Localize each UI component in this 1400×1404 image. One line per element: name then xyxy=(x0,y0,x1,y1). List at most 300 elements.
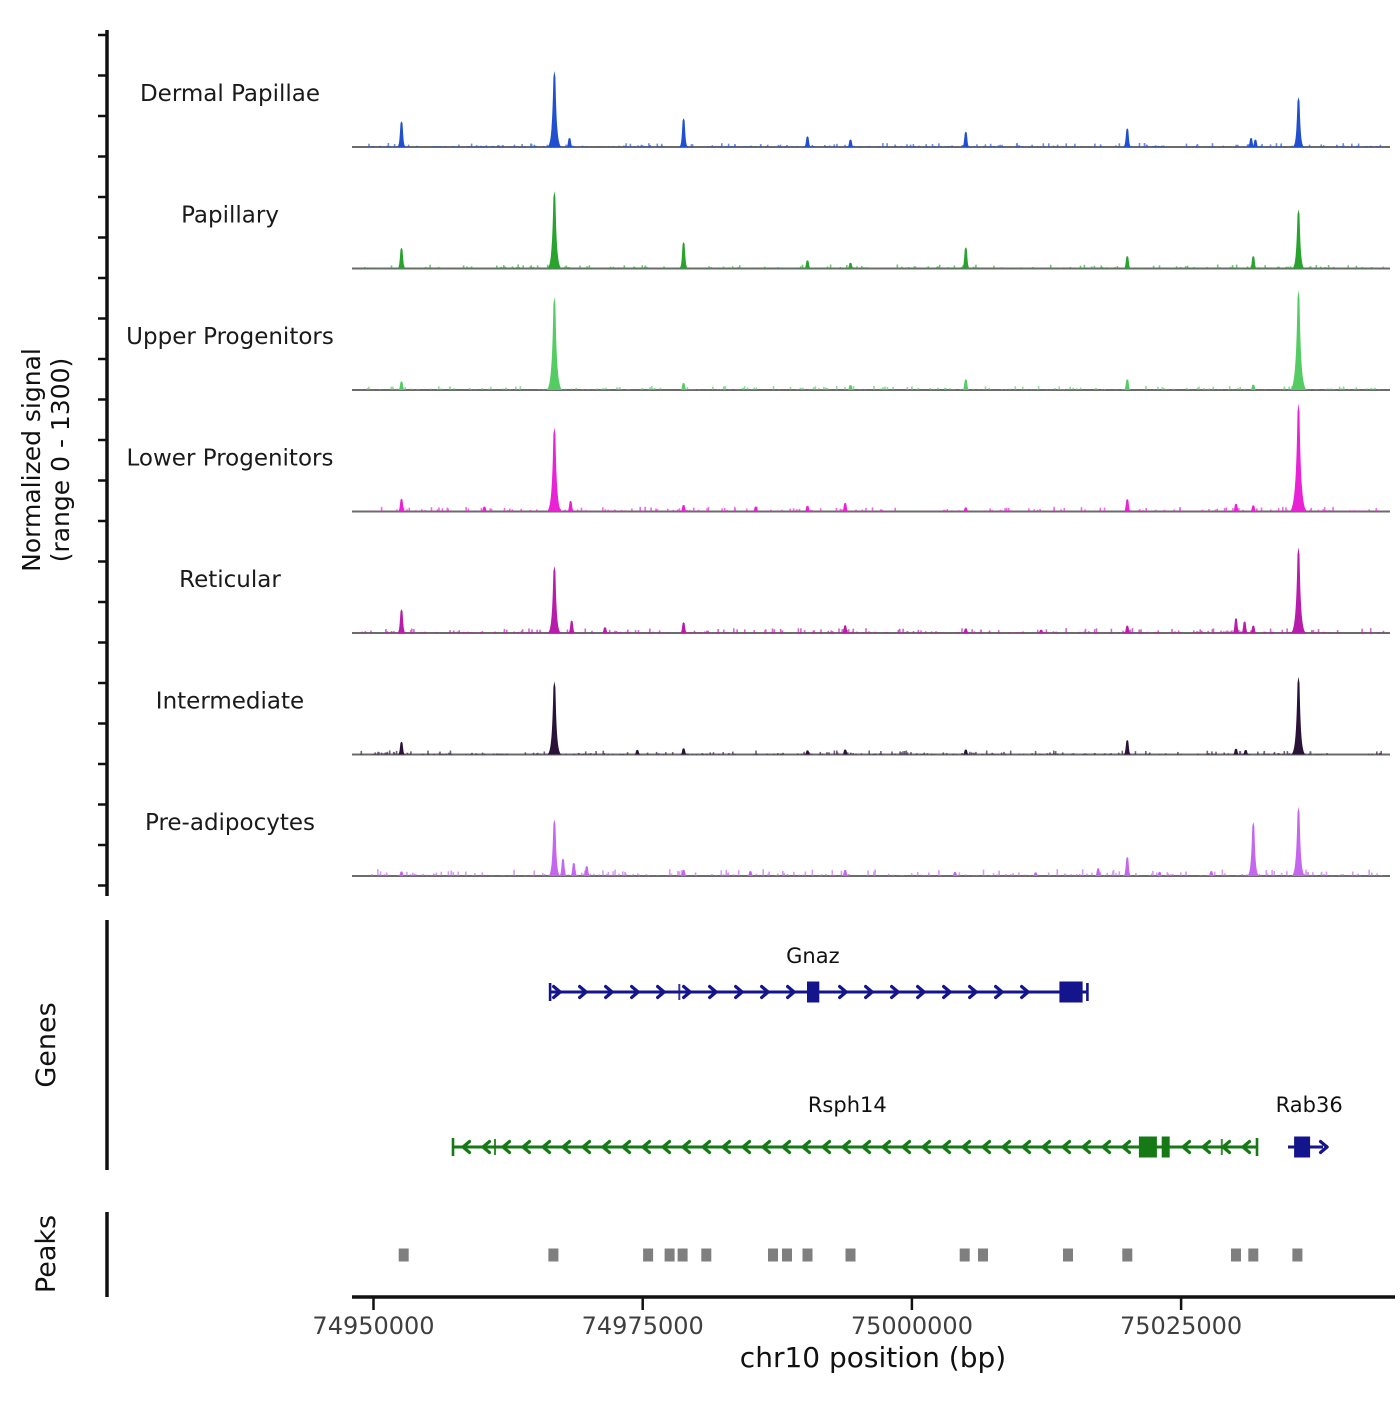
noise-blip xyxy=(1211,754,1213,755)
noise-blip xyxy=(1357,874,1359,876)
noise-blip xyxy=(692,144,694,147)
noise-blip xyxy=(975,265,977,269)
noise-blip xyxy=(1065,143,1067,147)
noise-blip xyxy=(390,146,392,147)
noise-blip xyxy=(541,511,543,512)
noise-blip xyxy=(728,146,730,147)
noise-blip xyxy=(921,511,923,512)
noise-blip xyxy=(425,267,427,269)
noise-blip xyxy=(567,874,569,876)
noise-blip xyxy=(873,754,875,755)
noise-blip xyxy=(1166,390,1168,391)
signal-peak xyxy=(397,499,405,512)
noise-blip xyxy=(897,265,899,269)
noise-blip xyxy=(1154,632,1156,633)
noise-blip xyxy=(1206,267,1208,269)
noise-blip xyxy=(1053,146,1055,147)
noise-blip xyxy=(614,510,616,512)
noise-blip xyxy=(999,145,1001,147)
noise-blip xyxy=(961,628,963,633)
noise-blip xyxy=(1240,751,1242,754)
signal-peak xyxy=(679,118,689,147)
noise-blip xyxy=(1020,267,1022,268)
noise-blip xyxy=(1371,267,1373,269)
noise-blip xyxy=(998,145,1000,147)
noise-blip xyxy=(1031,145,1033,147)
track-noise xyxy=(371,869,1382,876)
noise-blip xyxy=(618,146,620,147)
noise-blip xyxy=(535,511,537,512)
noise-blip xyxy=(877,146,879,147)
noise-blip xyxy=(803,752,805,755)
noise-blip xyxy=(830,875,832,876)
noise-blip xyxy=(567,267,569,268)
noise-blip xyxy=(1157,630,1159,633)
noise-blip xyxy=(1205,389,1207,390)
noise-blip xyxy=(1004,508,1006,511)
signal-peak xyxy=(548,820,561,877)
noise-blip xyxy=(1220,632,1222,633)
noise-blip xyxy=(1208,509,1210,512)
track-label: Dermal Papillae xyxy=(139,81,321,107)
noise-blip xyxy=(1359,510,1361,511)
noise-blip xyxy=(998,630,1000,633)
noise-blip xyxy=(1266,870,1268,876)
noise-blip xyxy=(593,390,595,391)
noise-blip xyxy=(524,147,526,148)
noise-blip xyxy=(982,147,984,148)
noise-blip xyxy=(742,268,744,269)
noise-blip xyxy=(812,632,814,633)
noise-blip xyxy=(862,510,864,512)
noise-blip xyxy=(1249,754,1251,755)
noise-blip xyxy=(381,753,383,755)
noise-blip xyxy=(885,389,887,390)
noise-blip xyxy=(503,875,505,876)
noise-blip xyxy=(381,268,383,269)
noise-blip xyxy=(1341,146,1343,147)
noise-blip xyxy=(938,143,940,147)
noise-blip xyxy=(955,632,957,633)
noise-blip xyxy=(891,752,893,755)
noise-blip xyxy=(1097,389,1099,390)
noise-blip xyxy=(913,631,915,633)
noise-blip xyxy=(918,146,920,147)
noise-blip xyxy=(650,145,652,147)
noise-blip xyxy=(732,752,734,755)
noise-blip xyxy=(1356,511,1358,512)
noise-blip xyxy=(901,267,903,269)
noise-blip xyxy=(1094,389,1096,390)
noise-blip xyxy=(793,508,795,511)
signal-peak xyxy=(568,621,576,634)
noise-blip xyxy=(881,510,883,512)
noise-blip xyxy=(802,875,804,876)
noise-blip xyxy=(625,632,627,633)
noise-blip xyxy=(1156,872,1158,876)
noise-blip xyxy=(946,509,948,511)
noise-blip xyxy=(607,754,609,755)
noise-blip xyxy=(956,268,958,269)
signal-track xyxy=(181,191,1390,268)
noise-blip xyxy=(1263,753,1265,755)
signal-y-axis xyxy=(98,30,107,896)
noise-blip xyxy=(814,268,816,269)
noise-blip xyxy=(1219,267,1221,268)
noise-blip xyxy=(515,387,517,390)
noise-blip xyxy=(575,388,577,390)
noise-blip xyxy=(1068,511,1070,512)
noise-blip xyxy=(1130,630,1132,633)
noise-blip xyxy=(530,268,532,269)
noise-blip xyxy=(996,511,998,512)
noise-blip xyxy=(1214,267,1216,268)
noise-blip xyxy=(1368,870,1370,876)
noise-blip xyxy=(1096,628,1098,633)
noise-blip xyxy=(475,753,477,754)
noise-blip xyxy=(1046,390,1048,391)
noise-blip xyxy=(1289,388,1291,390)
noise-blip xyxy=(1008,632,1010,633)
noise-blip xyxy=(744,629,746,633)
noise-blip xyxy=(985,875,987,876)
noise-blip xyxy=(830,390,832,391)
noise-blip xyxy=(971,629,973,633)
noise-blip xyxy=(1314,632,1316,633)
noise-blip xyxy=(1239,387,1241,390)
noise-blip xyxy=(619,387,621,390)
noise-blip xyxy=(827,388,829,390)
noise-blip xyxy=(415,510,417,511)
noise-blip xyxy=(412,511,414,512)
noise-blip xyxy=(1338,146,1340,147)
noise-blip xyxy=(985,144,987,147)
noise-blip xyxy=(841,871,843,876)
noise-blip xyxy=(1347,511,1349,512)
noise-blip xyxy=(1372,389,1374,391)
noise-blip xyxy=(1326,510,1328,511)
noise-blip xyxy=(860,146,862,147)
noise-blip xyxy=(811,754,813,755)
noise-blip xyxy=(380,875,382,876)
noise-blip xyxy=(687,387,689,390)
signal-peak xyxy=(1123,857,1132,876)
signal-peak xyxy=(398,381,406,390)
noise-blip xyxy=(371,874,373,876)
noise-blip xyxy=(394,752,396,754)
noise-blip xyxy=(1080,388,1082,390)
noise-blip xyxy=(582,146,584,147)
noise-blip xyxy=(856,632,858,633)
noise-blip xyxy=(439,511,441,512)
noise-blip xyxy=(755,875,757,876)
noise-blip xyxy=(510,875,512,876)
signal-track xyxy=(140,71,1390,147)
noise-blip xyxy=(836,510,838,511)
noise-blip xyxy=(992,147,994,148)
noise-blip xyxy=(1153,266,1155,269)
noise-blip xyxy=(921,875,923,876)
noise-blip xyxy=(945,146,947,147)
signal-peak xyxy=(1290,290,1308,390)
noise-blip xyxy=(781,510,783,512)
noise-blip xyxy=(671,268,673,269)
noise-blip xyxy=(1309,145,1311,147)
signal-peak xyxy=(547,191,563,268)
noise-blip xyxy=(1043,268,1045,269)
noise-blip xyxy=(946,753,948,754)
peak-marker xyxy=(1122,1249,1132,1262)
noise-blip xyxy=(965,874,967,876)
noise-blip xyxy=(1094,266,1096,269)
noise-blip xyxy=(1286,871,1288,876)
noise-blip xyxy=(768,872,770,876)
noise-blip xyxy=(619,511,621,512)
noise-blip xyxy=(1118,632,1120,633)
noise-blip xyxy=(845,147,847,148)
noise-blip xyxy=(1145,387,1147,390)
noise-blip xyxy=(380,147,382,148)
x-axis-tick-label: 74950000 xyxy=(312,1312,435,1340)
noise-blip xyxy=(712,387,714,390)
noise-blip xyxy=(665,752,667,754)
noise-blip xyxy=(502,754,504,755)
noise-blip xyxy=(652,388,654,390)
noise-blip xyxy=(643,268,645,269)
noise-blip xyxy=(582,632,584,633)
noise-blip xyxy=(431,875,433,876)
noise-blip xyxy=(775,511,777,512)
noise-blip xyxy=(1154,146,1156,147)
noise-blip xyxy=(1104,389,1106,390)
noise-blip xyxy=(396,754,398,755)
noise-blip xyxy=(1237,388,1239,390)
noise-blip xyxy=(932,144,934,147)
noise-blip xyxy=(1180,632,1182,633)
noise-blip xyxy=(1217,265,1219,269)
peaks-track xyxy=(399,1249,1303,1262)
noise-blip xyxy=(1264,390,1266,391)
noise-blip xyxy=(588,390,590,391)
noise-blip xyxy=(1361,629,1363,633)
noise-blip xyxy=(1236,265,1238,269)
noise-blip xyxy=(721,508,723,511)
noise-blip xyxy=(416,146,418,147)
noise-blip xyxy=(725,632,727,633)
noise-blip xyxy=(1074,144,1076,147)
noise-blip xyxy=(535,268,537,269)
noise-blip xyxy=(614,631,616,633)
noise-blip xyxy=(1358,144,1360,148)
noise-blip xyxy=(476,145,478,147)
noise-blip xyxy=(470,632,472,633)
noise-blip xyxy=(936,511,938,512)
noise-blip xyxy=(1199,268,1201,269)
noise-blip xyxy=(488,389,490,391)
noise-blip xyxy=(1326,875,1328,876)
noise-blip xyxy=(1369,268,1371,269)
noise-blip xyxy=(1287,267,1289,269)
noise-blip xyxy=(866,511,868,512)
noise-blip xyxy=(1313,630,1315,633)
noise-blip xyxy=(1242,390,1244,391)
noise-blip xyxy=(1333,267,1335,269)
signal-peak xyxy=(961,247,970,268)
signal-peak xyxy=(1291,807,1306,876)
noise-blip xyxy=(659,630,661,633)
noise-blip xyxy=(361,751,363,755)
noise-blip xyxy=(1265,754,1267,755)
noise-blip xyxy=(1031,389,1033,390)
x-axis-tick-label: 75025000 xyxy=(1120,1312,1243,1340)
noise-blip xyxy=(904,632,906,633)
noise-blip xyxy=(491,509,493,512)
noise-blip xyxy=(437,147,439,148)
noise-blip xyxy=(827,146,829,147)
noise-blip xyxy=(907,389,909,390)
noise-blip xyxy=(396,751,398,755)
noise-blip xyxy=(1273,632,1275,633)
noise-blip xyxy=(1038,268,1040,269)
noise-blip xyxy=(765,268,767,269)
noise-blip xyxy=(524,875,526,876)
noise-blip xyxy=(1193,146,1195,147)
noise-blip xyxy=(661,145,663,147)
noise-blip xyxy=(1133,511,1135,512)
noise-blip xyxy=(612,754,614,755)
noise-blip xyxy=(533,753,535,755)
noise-blip xyxy=(482,753,484,755)
noise-blip xyxy=(588,754,590,755)
noise-blip xyxy=(839,754,841,755)
noise-blip xyxy=(1216,632,1218,633)
noise-blip xyxy=(1010,751,1012,755)
noise-blip xyxy=(803,390,805,391)
noise-blip xyxy=(722,752,724,754)
noise-blip xyxy=(392,387,394,390)
noise-blip xyxy=(1157,387,1159,390)
noise-blip xyxy=(405,511,407,512)
gene-exon-box xyxy=(1294,1137,1310,1158)
noise-blip xyxy=(1260,146,1262,147)
noise-blip xyxy=(385,632,387,633)
noise-blip xyxy=(1159,265,1161,268)
noise-blip xyxy=(386,872,388,876)
noise-blip xyxy=(1323,145,1325,147)
noise-blip xyxy=(880,389,882,391)
noise-blip xyxy=(1079,874,1081,876)
noise-blip xyxy=(888,874,890,876)
track-label: Pre-adipocytes xyxy=(144,810,316,836)
noise-blip xyxy=(1329,510,1331,512)
noise-blip xyxy=(1229,386,1231,390)
noise-blip xyxy=(1327,389,1329,391)
noise-blip xyxy=(1325,268,1327,269)
noise-blip xyxy=(1052,511,1054,512)
noise-blip xyxy=(1317,390,1319,391)
noise-blip xyxy=(780,268,782,269)
noise-blip xyxy=(1106,875,1108,876)
noise-blip xyxy=(613,146,615,147)
noise-blip xyxy=(924,632,926,633)
noise-blip xyxy=(1220,511,1222,512)
noise-blip xyxy=(1086,874,1088,877)
noise-blip xyxy=(1023,754,1025,755)
noise-blip xyxy=(1048,143,1050,147)
noise-blip xyxy=(1362,267,1364,269)
noise-blip xyxy=(391,265,393,268)
noise-blip xyxy=(764,511,766,512)
noise-blip xyxy=(419,268,421,269)
noise-blip xyxy=(467,632,469,633)
noise-blip xyxy=(825,874,827,876)
noise-blip xyxy=(1224,511,1226,512)
noise-blip xyxy=(786,145,788,147)
noise-blip xyxy=(1383,631,1385,633)
noise-blip xyxy=(1043,143,1045,147)
noise-blip xyxy=(542,389,544,390)
noise-blip xyxy=(1241,874,1243,876)
noise-blip xyxy=(743,146,745,147)
noise-blip xyxy=(660,388,662,390)
noise-blip xyxy=(471,390,473,391)
noise-blip xyxy=(411,629,413,633)
noise-blip xyxy=(1193,511,1195,512)
noise-blip xyxy=(1140,632,1142,633)
noise-blip xyxy=(365,631,367,633)
noise-blip xyxy=(1287,751,1289,754)
noise-blip xyxy=(1384,511,1386,512)
noise-blip xyxy=(618,267,620,268)
noise-blip xyxy=(1021,632,1023,633)
noise-blip xyxy=(393,631,395,633)
noise-blip xyxy=(1113,870,1115,876)
noise-blip xyxy=(1273,753,1275,754)
noise-blip xyxy=(944,510,946,512)
noise-blip xyxy=(778,390,780,391)
noise-blip xyxy=(396,509,398,511)
noise-blip xyxy=(770,510,772,512)
noise-blip xyxy=(1083,754,1085,755)
noise-blip xyxy=(485,268,487,269)
noise-blip xyxy=(1223,753,1225,755)
noise-blip xyxy=(1243,511,1245,512)
noise-blip xyxy=(477,754,479,755)
noise-blip xyxy=(752,389,754,390)
signal-peak xyxy=(1123,740,1132,755)
noise-blip xyxy=(1078,268,1080,269)
noise-blip xyxy=(1168,390,1170,391)
noise-blip xyxy=(948,146,950,147)
noise-blip xyxy=(661,511,663,512)
noise-blip xyxy=(1291,146,1293,147)
noise-blip xyxy=(1378,389,1380,390)
noise-blip xyxy=(753,630,755,633)
noise-blip xyxy=(577,510,579,512)
noise-blip xyxy=(1070,874,1072,876)
noise-blip xyxy=(1322,509,1324,511)
noise-blip xyxy=(1009,510,1011,511)
noise-blip xyxy=(712,145,714,147)
noise-blip xyxy=(491,875,493,876)
noise-blip xyxy=(976,144,978,147)
noise-blip xyxy=(522,265,524,268)
noise-blip xyxy=(735,389,737,390)
noise-blip xyxy=(774,629,776,633)
noise-blip xyxy=(1186,875,1188,876)
noise-blip xyxy=(578,753,580,755)
noise-blip xyxy=(796,510,798,512)
